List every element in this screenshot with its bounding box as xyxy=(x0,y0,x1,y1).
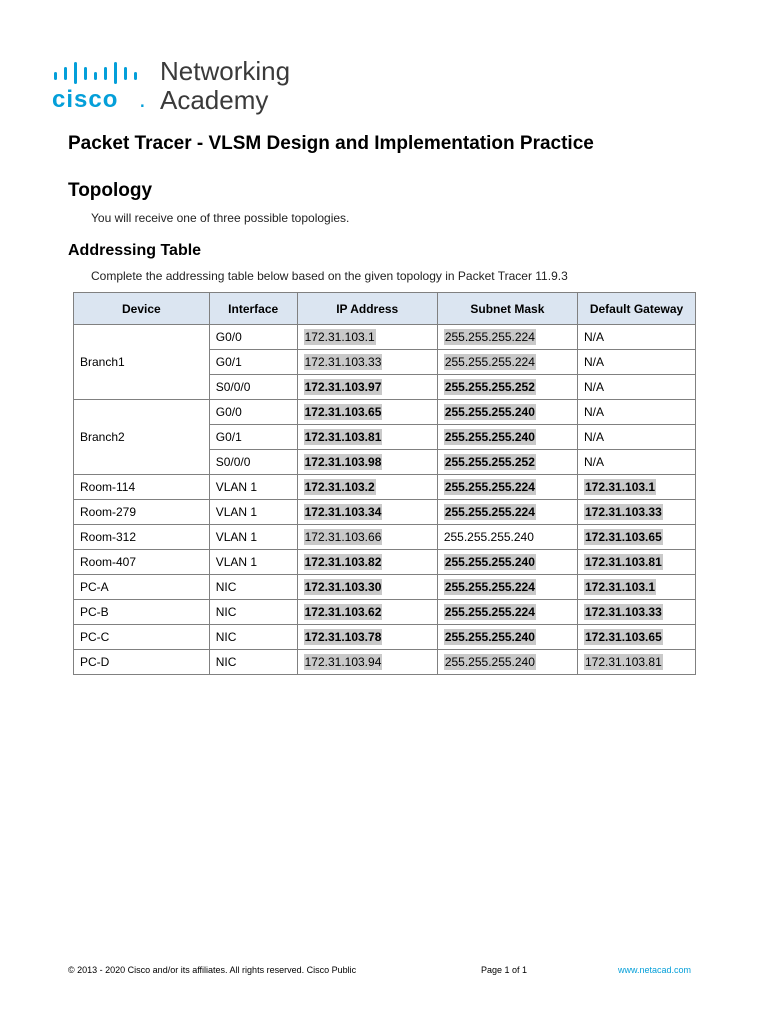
addressing-table-text: Complete the addressing table below based on the given topology in Packet Tracer 11.9.3 xyxy=(91,269,568,283)
table-row xyxy=(74,400,696,425)
gateway-cell: 172.31.103.65 xyxy=(578,625,696,650)
mask-cell: 255.255.255.224 xyxy=(437,600,577,625)
mask-cell: 255.255.255.224 xyxy=(437,325,577,350)
gateway-cell: 172.31.103.33 xyxy=(578,600,696,625)
gateway-cell: 172.31.103.33 xyxy=(578,500,696,525)
ip-cell: 172.31.103.34 xyxy=(297,500,437,525)
device-cell: Room-407 xyxy=(74,550,210,575)
ip-cell: 172.31.103.33 xyxy=(297,350,437,375)
device-cell: Branch1 xyxy=(74,325,210,400)
gateway-cell: 172.31.103.65 xyxy=(578,525,696,550)
table-row xyxy=(74,325,696,350)
ip-cell: 172.31.103.1 xyxy=(297,325,437,350)
table-row xyxy=(74,550,696,575)
cisco-wordmark: cisco xyxy=(52,86,119,113)
gateway-cell: N/A xyxy=(578,425,696,450)
interface-cell: NIC xyxy=(209,575,297,600)
header-interface: Interface xyxy=(209,293,297,325)
table-row xyxy=(74,625,696,650)
mask-cell: 255.255.255.252 xyxy=(437,450,577,475)
ip-cell: 172.31.103.65 xyxy=(297,400,437,425)
gateway-cell: 172.31.103.81 xyxy=(578,550,696,575)
gateway-cell: N/A xyxy=(578,375,696,400)
table-row xyxy=(74,525,696,550)
device-cell: PC-B xyxy=(74,600,210,625)
mask-cell: 255.255.255.224 xyxy=(437,575,577,600)
mask-cell: 255.255.255.240 xyxy=(437,425,577,450)
table-row xyxy=(74,475,696,500)
ip-cell: 172.31.103.97 xyxy=(297,375,437,400)
table-row xyxy=(74,500,696,525)
ip-cell: 172.31.103.98 xyxy=(297,450,437,475)
interface-cell: S0/0/0 xyxy=(209,375,297,400)
interface-cell: G0/0 xyxy=(209,325,297,350)
mask-cell: 255.255.255.240 xyxy=(437,650,577,675)
gateway-cell: 172.31.103.1 xyxy=(578,475,696,500)
mask-cell: 255.255.255.240 xyxy=(437,525,577,550)
interface-cell: VLAN 1 xyxy=(209,550,297,575)
interface-cell: S0/0/0 xyxy=(209,450,297,475)
interface-cell: G0/1 xyxy=(209,350,297,375)
device-cell: PC-D xyxy=(74,650,210,675)
device-cell: Room-279 xyxy=(74,500,210,525)
gateway-cell: N/A xyxy=(578,400,696,425)
interface-cell: VLAN 1 xyxy=(209,475,297,500)
device-cell: Branch2 xyxy=(74,400,210,475)
logo-networking-text: Networking xyxy=(160,56,291,86)
ip-cell: 172.31.103.78 xyxy=(297,625,437,650)
interface-cell: VLAN 1 xyxy=(209,525,297,550)
interface-cell: NIC xyxy=(209,625,297,650)
mask-cell: 255.255.255.224 xyxy=(437,350,577,375)
interface-cell: VLAN 1 xyxy=(209,500,297,525)
ip-cell: 172.31.103.2 xyxy=(297,475,437,500)
table-header-row xyxy=(74,293,696,325)
mask-cell: 255.255.255.252 xyxy=(437,375,577,400)
cisco-networking-academy-logo: cisco . Networking Academy xyxy=(52,56,291,115)
ip-cell: 172.31.103.94 xyxy=(297,650,437,675)
cisco-bars-icon xyxy=(52,62,148,84)
header-ip-address: IP Address xyxy=(297,293,437,325)
gateway-cell: 172.31.103.1 xyxy=(578,575,696,600)
gateway-cell: N/A xyxy=(578,350,696,375)
logo-academy-text: Academy xyxy=(160,85,269,115)
device-cell: PC-C xyxy=(74,625,210,650)
gateway-cell: 172.31.103.81 xyxy=(578,650,696,675)
interface-cell: G0/0 xyxy=(209,400,297,425)
addressing-table xyxy=(73,292,696,675)
footer-url-link[interactable]: www.netacad.com xyxy=(618,965,692,975)
device-cell: Room-312 xyxy=(74,525,210,550)
interface-cell: G0/1 xyxy=(209,425,297,450)
interface-cell: NIC xyxy=(209,600,297,625)
topology-text: You will receive one of three possible topologies. xyxy=(91,211,350,225)
mask-cell: 255.255.255.240 xyxy=(437,550,577,575)
topology-heading: Topology xyxy=(68,180,153,201)
interface-cell: NIC xyxy=(209,650,297,675)
header-default-gateway: Default Gateway xyxy=(578,293,696,325)
ip-cell: 172.31.103.82 xyxy=(297,550,437,575)
table-row xyxy=(74,575,696,600)
gateway-cell: N/A xyxy=(578,450,696,475)
table-row xyxy=(74,650,696,675)
mask-cell: 255.255.255.240 xyxy=(437,400,577,425)
table-row xyxy=(74,600,696,625)
ip-cell: 172.31.103.81 xyxy=(297,425,437,450)
mask-cell: 255.255.255.224 xyxy=(437,500,577,525)
header-subnet-mask: Subnet Mask xyxy=(437,293,577,325)
footer-page-number: Page 1 of 1 xyxy=(481,965,528,975)
mask-cell: 255.255.255.240 xyxy=(437,625,577,650)
footer-copyright: © 2013 - 2020 Cisco and/or its affiliates. All rights reserved. Cisco Public xyxy=(68,965,357,975)
mask-cell: 255.255.255.224 xyxy=(437,475,577,500)
ip-cell: 172.31.103.62 xyxy=(297,600,437,625)
document-title: Packet Tracer - VLSM Design and Implementation Practice xyxy=(68,133,594,154)
device-cell: PC-A xyxy=(74,575,210,600)
ip-cell: 172.31.103.30 xyxy=(297,575,437,600)
gateway-cell: N/A xyxy=(578,325,696,350)
ip-cell: 172.31.103.66 xyxy=(297,525,437,550)
device-cell: Room-114 xyxy=(74,475,210,500)
addressing-table-heading: Addressing Table xyxy=(68,242,202,259)
header-device: Device xyxy=(74,293,210,325)
